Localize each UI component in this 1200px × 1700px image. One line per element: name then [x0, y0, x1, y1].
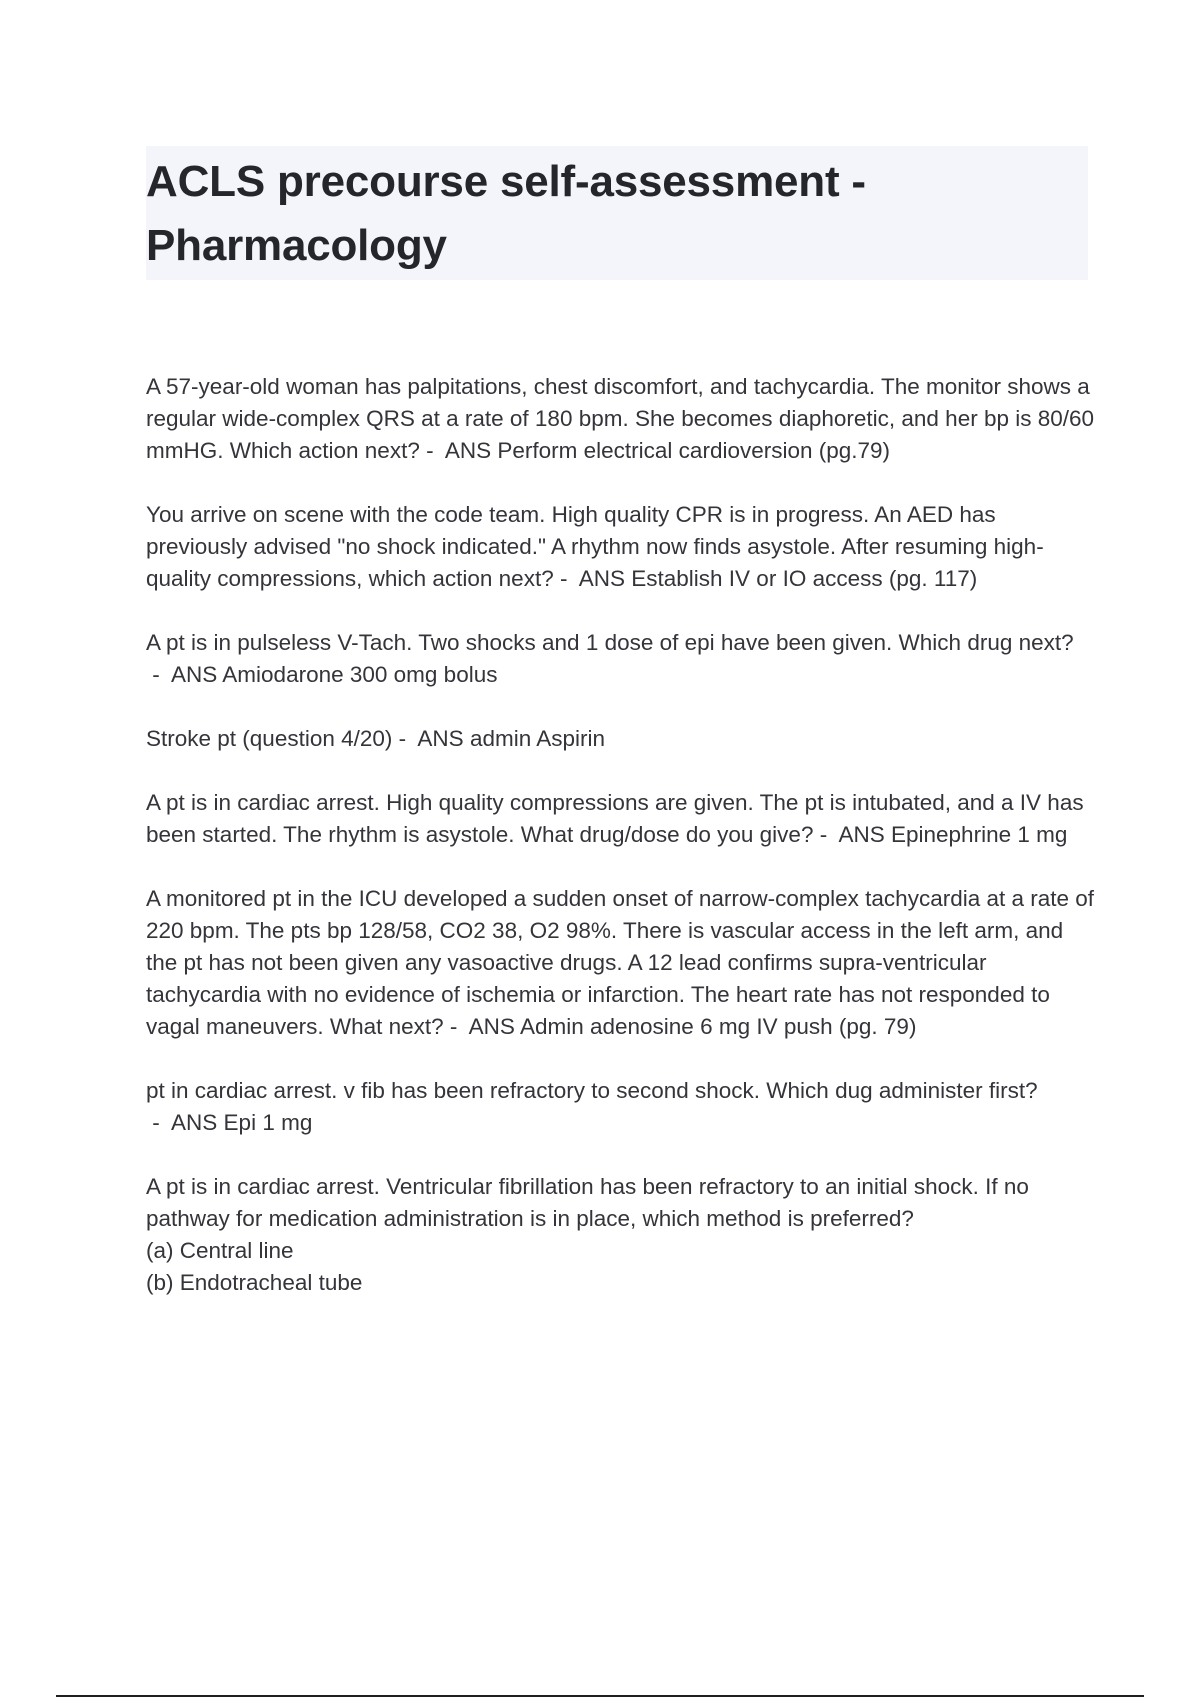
qa-item: [146, 787, 1096, 851]
separator: -: [443, 1014, 469, 1039]
answer-label: ANS: [578, 566, 625, 591]
page-title: [146, 146, 1088, 278]
qa-item: [146, 627, 1096, 691]
qa-item: [146, 499, 1096, 595]
answer-text: Epi 1 mg: [223, 1110, 313, 1135]
question-text: Stroke pt (question 4/20): [146, 726, 393, 751]
separator: -: [392, 726, 418, 751]
answer-label: ANS: [468, 1014, 515, 1039]
answer-label: ANS: [838, 822, 885, 847]
page-title-line-2: Pharmacology: [146, 221, 447, 270]
separator: -: [813, 822, 839, 847]
title-block: [146, 146, 1088, 280]
answer-label: ANS: [444, 438, 492, 463]
answer-text: admin Aspirin: [469, 726, 606, 751]
bottom-divider: [56, 1695, 1144, 1697]
page-title-line-1: ACLS precourse self-assessment -: [146, 157, 866, 206]
question-text: A pt is in cardiac arrest. High quality compressions are given. The pt is intubated, and a IV has been started. The rhythm is asystole. What drug/dose do you give?: [146, 790, 1084, 847]
question-text: A 57-year-old woman has palpitations, chest discomfort, and tachycardia. The monitor shows a regular wide-complex QRS at a rate of 180 bpm. She becomes diaphoretic, and her bp is 80/60 mmHG. Which action next?: [146, 374, 1095, 463]
qa-item-last: [146, 1171, 1096, 1299]
separator: -: [146, 1110, 172, 1135]
separator: -: [419, 438, 445, 463]
answer-text: Admin adenosine 6 mg IV push (pg. 79): [519, 1014, 917, 1039]
qa-item: [146, 883, 1096, 1043]
option-b: (b) Endotracheal tube: [146, 1270, 363, 1295]
question-text: A monitored pt in the ICU developed a sudden onset of narrow-complex tachycardia at a rate of 220 bpm. The pts bp 128/58, CO2 38, O2 98%. There is vascular access in the left arm, and the pt has not been given any vasoactive drugs. A 12 lead confirms supra-ventricular tachycardia with no evidence of ischemia or infarction. The heart rate has not responded to vagal maneuvers. What next?: [146, 886, 1095, 1039]
answer-text: Amiodarone 300 omg bolus: [222, 662, 498, 687]
qa-item: [146, 371, 1096, 467]
answer-text: Perform electrical cardioversion (pg.79): [497, 438, 891, 463]
question-text: You arrive on scene with the code team. High quality CPR is in progress. An AED has previously advised "no shock indicated." A rhythm now finds asystole. After resuming high-quality compressions, which action next?: [146, 502, 1044, 591]
answer-label: ANS: [171, 1110, 218, 1135]
answer-text: Establish IV or IO access (pg. 117): [631, 566, 978, 591]
answer-label: ANS: [171, 662, 218, 687]
question-text: A pt is in pulseless V-Tach. Two shocks and 1 dose of epi have been given. Which drug next?: [146, 630, 1074, 655]
qa-item: [146, 1075, 1096, 1139]
question-text: pt in cardiac arrest. v fib has been refractory to second shock. Which dug administer first?: [146, 1078, 1038, 1103]
separator: -: [553, 566, 579, 591]
option-a: (a) Central line: [146, 1238, 294, 1263]
answer-label: ANS: [417, 726, 464, 751]
question-text: A pt is in cardiac arrest. Ventricular fibrillation has been refractory to an initial shock. If no pathway for medication administration is in place, which method is preferred?: [146, 1174, 1029, 1231]
qa-item: [146, 723, 1096, 755]
answer-text: Epinephrine 1 mg: [891, 822, 1068, 847]
separator: -: [146, 662, 172, 687]
qa-list: [146, 371, 1096, 1331]
